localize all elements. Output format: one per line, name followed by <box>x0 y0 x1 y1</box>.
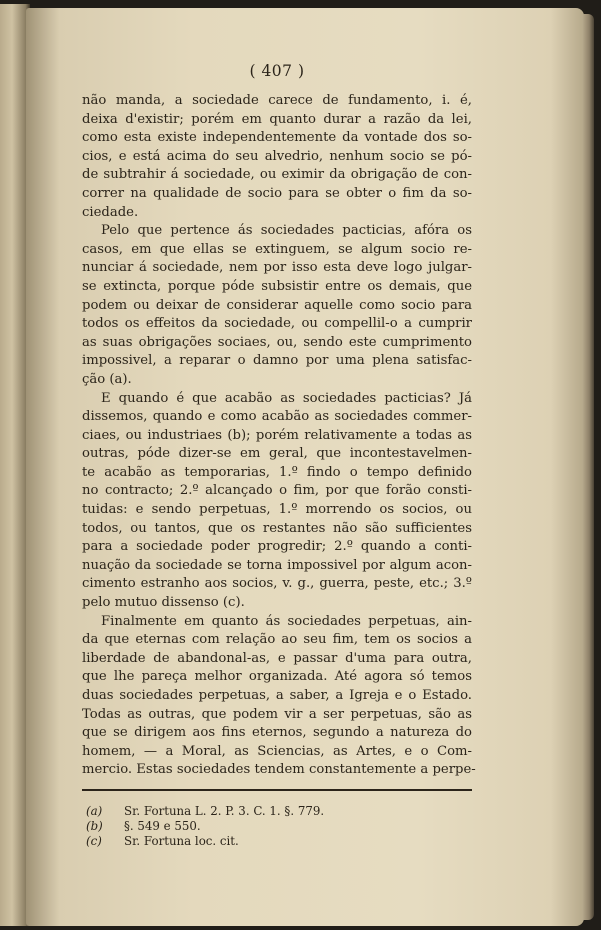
footnotes <box>82 804 472 849</box>
footnote-text: §. 549 e 550. <box>124 818 201 833</box>
text-line: ciaes, ou industriaes (b); porém relativamente a todas as <box>82 427 472 443</box>
text-line: de subtrahir á sociedade, ou eximir da obrigação de con- <box>82 167 472 183</box>
text-line: E quando é que acabão as sociedades pacticias? Já <box>101 390 472 406</box>
text-line: ção (a). <box>82 371 132 387</box>
text-line: as suas obrigações sociaes, ou, sendo este cumprimento <box>82 334 472 350</box>
text-line: nunciar á sociedade, nem por isso esta deve logo julgar- <box>82 260 472 276</box>
footnote-text: Sr. Fortuna L. 2. P. 3. C. 1. §. 779. <box>124 803 325 818</box>
footnote-mark: (b) <box>86 818 103 833</box>
footnote-mark: (c) <box>86 833 102 848</box>
text-line: casos, em que ellas se extinguem, se algum socio re- <box>82 241 472 257</box>
text-line: liberdade de abandonal-as, e passar d'uma para outra, <box>82 650 472 666</box>
text-line: se extincta, porque póde subsistir entre os demais, que <box>82 278 472 294</box>
text-line: Pelo que pertence ás sociedades pacticias, afóra os <box>101 223 472 239</box>
text-line: que se dirigem aos fins eternos, segundo a natureza do <box>82 725 472 741</box>
text-line: tuidas: e sendo perpetuas, 1.º morrendo os socios, ou <box>82 502 472 518</box>
text-line: impossivel, a reparar o damno por uma plena satisfac- <box>82 353 472 369</box>
text-line: nuação da sociedade se torna impossivel por algum acon- <box>82 557 472 573</box>
footnote-mark: (a) <box>86 803 103 818</box>
text-line: no contracto; 2.º alcançado o fim, por que forão consti- <box>82 483 472 499</box>
text-line: todos os effeitos da sociedade, ou compellil-o a cumprir <box>82 316 472 332</box>
footnote <box>82 834 472 849</box>
footnote <box>82 819 472 834</box>
text-line: podem ou deixar de considerar aquelle como socio para <box>82 297 472 313</box>
text-line: correr na qualidade de socio para se obter o fim da so- <box>82 185 472 201</box>
page-number: ( 407 ) <box>249 62 305 80</box>
body-text <box>82 92 476 780</box>
page-fore-edge <box>582 14 594 920</box>
text-line: deixa d'existir; porém em quanto durar a razão da lei, <box>82 111 472 127</box>
text-line: cios, e está acima do seu alvedrio, nenhum socio se pó- <box>82 148 472 164</box>
text-line: Todas as outras, que podem vir a ser perpetuas, são as <box>82 706 472 722</box>
text-line: dissemos, quando e como acabão as sociedades commer- <box>82 409 472 425</box>
text-line: Finalmente em quanto ás sociedades perpetuas, ain- <box>101 613 472 629</box>
text-line: da que eternas com relação ao seu fim, tem os socios a <box>82 632 472 648</box>
text-line: outras, póde dizer-se em geral, que incontestavelmen- <box>82 446 472 462</box>
text-line: mercio. Estas sociedades tendem constantemente a perpe- <box>82 762 476 778</box>
footnote <box>82 804 472 819</box>
text-line: duas sociedades perpetuas, a saber, a Igreja e o Estado. <box>82 688 472 703</box>
footnote-rule <box>82 789 472 791</box>
text-line: que lhe pareça melhor organizada. Até agora só temos <box>82 669 472 685</box>
text-line: homem, — a Moral, as Sciencias, as Artes, e o Com- <box>82 743 472 759</box>
footnote-text: Sr. Fortuna loc. cit. <box>124 833 239 848</box>
text-line: cimento estranho aos socios, v. g., guerra, peste, etc.; 3.º <box>82 576 472 592</box>
text-line: ciedade. <box>82 204 139 220</box>
page-content <box>82 60 476 849</box>
text-line: te acabão as temporarias, 1.º findo o tempo definido <box>82 464 472 480</box>
text-line: não manda, a sociedade carece de fundamento, i. é, <box>82 93 472 108</box>
text-line: pelo mutuo dissenso (c). <box>82 595 245 611</box>
text-line: para a sociedade poder progredir; 2.º quando a conti- <box>82 539 472 555</box>
text-line: como esta existe independentemente da vontade dos so- <box>82 130 472 146</box>
text-line: todos, ou tantos, que os restantes não são sufficientes <box>82 520 472 536</box>
